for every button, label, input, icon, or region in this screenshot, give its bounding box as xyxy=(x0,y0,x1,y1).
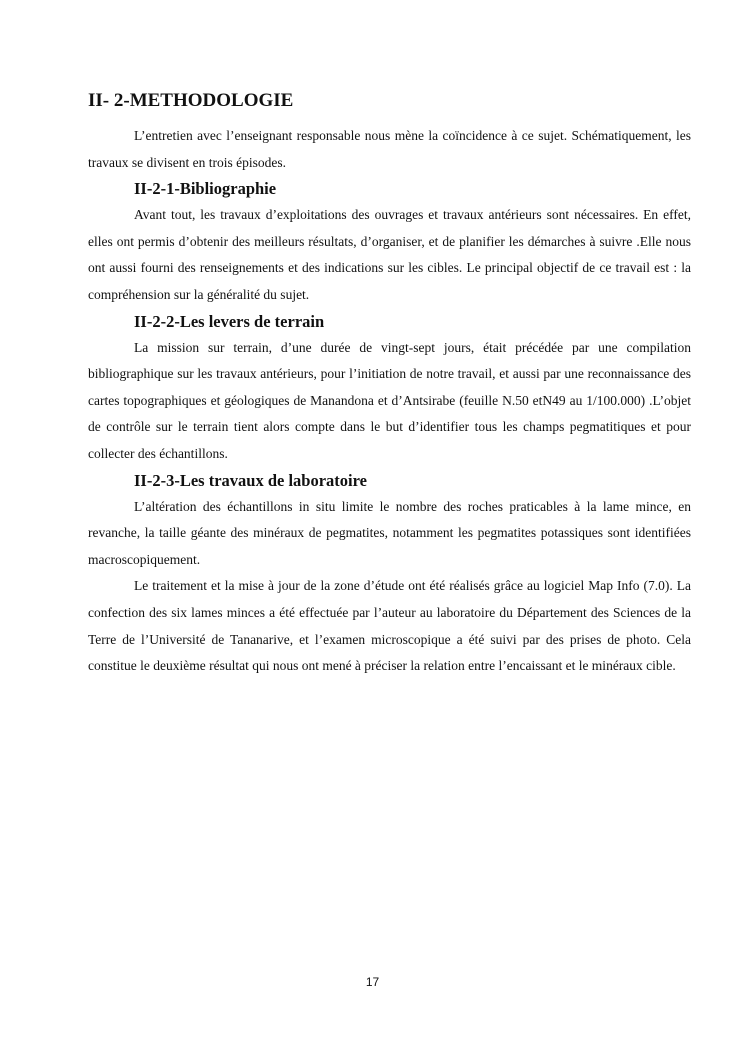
section-title: II- 2-METHODOLOGIE xyxy=(88,90,294,111)
page-number: 17 xyxy=(365,975,380,989)
subsection-title-travaux-de-laboratoire: II-2-3-Les travaux de laboratoire xyxy=(134,470,367,490)
laboratoire-paragraph-1: L’altération des échantillons in situ limite le nombre des roches praticables à la lame mince, en revanche, la taille géante des minéraux de pegmatites, notamment les pegmatites potassiques sont identifiées macroscopiquement. xyxy=(88,498,691,567)
intro-paragraph: L’entretien avec l’enseignant responsable nous mène la coïncidence à ce sujet. Schématiquement, les travaux se divisent en trois épisodes. xyxy=(88,128,691,170)
laboratoire-paragraph-2: Le traitement et la mise à jour de la zone d’étude ont été réalisés grâce au logiciel Map Info (7.0). La confection des six lames minces a été effectuée par l’auteur au laboratoire du Département des Sciences de la Terre de l’Université de Tananarive, et l’examen microscopique a été suivi par des prises de photo. Cela constitue le deuxième résultat qui nous ont mené à préciser la relation entre l’encaissant et le minéraux cible. xyxy=(88,578,691,674)
subsection-title-levers-de-terrain: II-2-2-Les levers de terrain xyxy=(134,311,325,331)
bibliographie-paragraph: Avant tout, les travaux d’exploitations des ouvrages et travaux antérieurs sont nécessaires. En effet, elles ont permis d’obtenir des meilleurs résultats, d’organiser, et de planifier les démarches à suivre .Elle nous ont aussi fourni des renseignements et des indications sur les cibles. Le principal objectif de ce travail est : la compréhension sur la généralité du sujet. xyxy=(88,207,691,302)
subsection-title-bibliographie: II-2-1-Bibliographie xyxy=(134,179,277,199)
page-content xyxy=(88,88,691,680)
levers-de-terrain-paragraph: La mission sur terrain, d’une durée de vingt-sept jours, était précédée par une compilation bibliographique sur les travaux antérieurs, pour l’initiation de notre travail, et aussi par une reconnaissance des cartes topographiques et géologiques de Manandona et d’Antsirabe (feuille N.50 etN49 au 1/100.000) .L’objet de contrôle sur le terrain tient alors compte dans le but d’identifier tous les champs pegmatitiques et pour collecter des échantillons. xyxy=(88,339,691,461)
